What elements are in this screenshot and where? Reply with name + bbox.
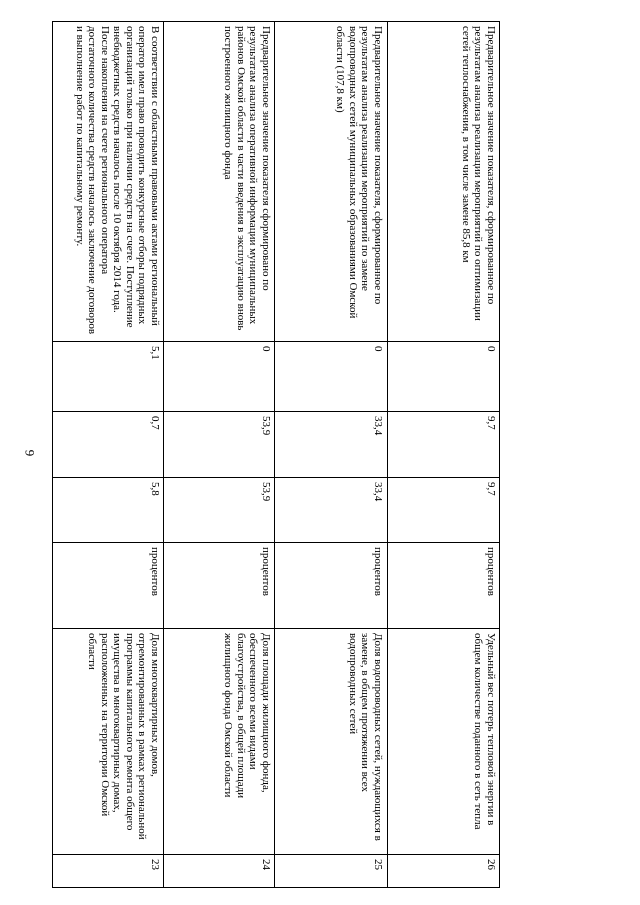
- unit-text: процентов: [372, 547, 385, 596]
- indicator-name: Доля многоквартирных домов, отремонтированных в рамках региональной программы капитального ремонта общего имущества в многоквартирных домах, расположенных на территории Омской области: [86, 633, 161, 840]
- row-number: 23: [149, 859, 161, 870]
- comment-text: Предварительное значение показателя сформировано по результатам анализа оперативной информации муниципальных районов Омской области в части введения в эксплуатацию вновь построенного жилищного фонда: [222, 26, 273, 331]
- indicator-name: Доля водопроводных сетей, нуждающихся в замене, в общем протяжении всех водопроводных сетей: [347, 633, 385, 841]
- page-number: 6: [22, 449, 37, 457]
- actual-row: [53, 412, 500, 478]
- deviation-value: 0: [372, 346, 385, 352]
- planned-value: 53,9: [260, 482, 273, 502]
- unit-text: процентов: [149, 547, 161, 596]
- comment-cell: [53, 22, 164, 342]
- comment-cell: [275, 22, 387, 342]
- deviation-value: 0: [260, 346, 273, 352]
- deviation-value: 0: [484, 346, 497, 352]
- planned-value: 33,4: [372, 482, 385, 502]
- comment-text: Предварительное значение показателя, сформированное по результатам анализа реализации мероприятий по замене водопроводных сетей муниципальных образованиями Омской области (107,8 км): [334, 26, 385, 319]
- row-number-row: [53, 855, 500, 888]
- actual-value: 9,7: [484, 416, 497, 430]
- comment-cell: [164, 22, 275, 342]
- deviation-value: 5,1: [149, 346, 161, 360]
- actual-value: 53,9: [260, 416, 273, 436]
- unit-row: [53, 543, 500, 629]
- indicator-name-row: [53, 629, 500, 855]
- actual-value: 33,4: [372, 416, 385, 436]
- row-number: 26: [484, 859, 497, 870]
- indicators-table: [52, 21, 500, 888]
- comment-text: В соответствии с областными правовыми актами региональный оператор имел право проводить конкурсные отборы подрядных организаций только при наличии средств на счете. Поступление внебюджетных средств началось после 10 октября 2014 года. После накопления на счете регионального оператора достаточного количества средств началось заключение договоров и выполнение работ по капитальному ремонту.: [74, 26, 161, 335]
- comment-text: Предварительное значение показателя, сформированное по результатам анализа реализации мероприятий по оптимизации сетей теплоснабжения, в том числе замене 85,8 км: [459, 26, 497, 321]
- comment-cell: [387, 22, 499, 342]
- planned-value: 9,7: [484, 482, 497, 496]
- unit-text: процентов: [260, 547, 273, 596]
- row-number: 25: [372, 859, 385, 870]
- unit-text: процентов: [484, 547, 497, 596]
- row-number: 24: [260, 859, 273, 870]
- planned-value: 5,8: [149, 482, 161, 496]
- planned-row: [53, 478, 500, 543]
- comment-row: [53, 22, 500, 342]
- deviation-row: [53, 342, 500, 412]
- indicator-name: Удельный вес потерь тепловой энергии в общем количестве поданного в сеть тепла: [472, 633, 497, 830]
- indicator-name: Доля площади жилищного фонда, обеспеченного всеми видами благоустройства, в общей площади жилищного фонда Омской области: [222, 633, 273, 799]
- actual-value: 0,7: [149, 416, 161, 430]
